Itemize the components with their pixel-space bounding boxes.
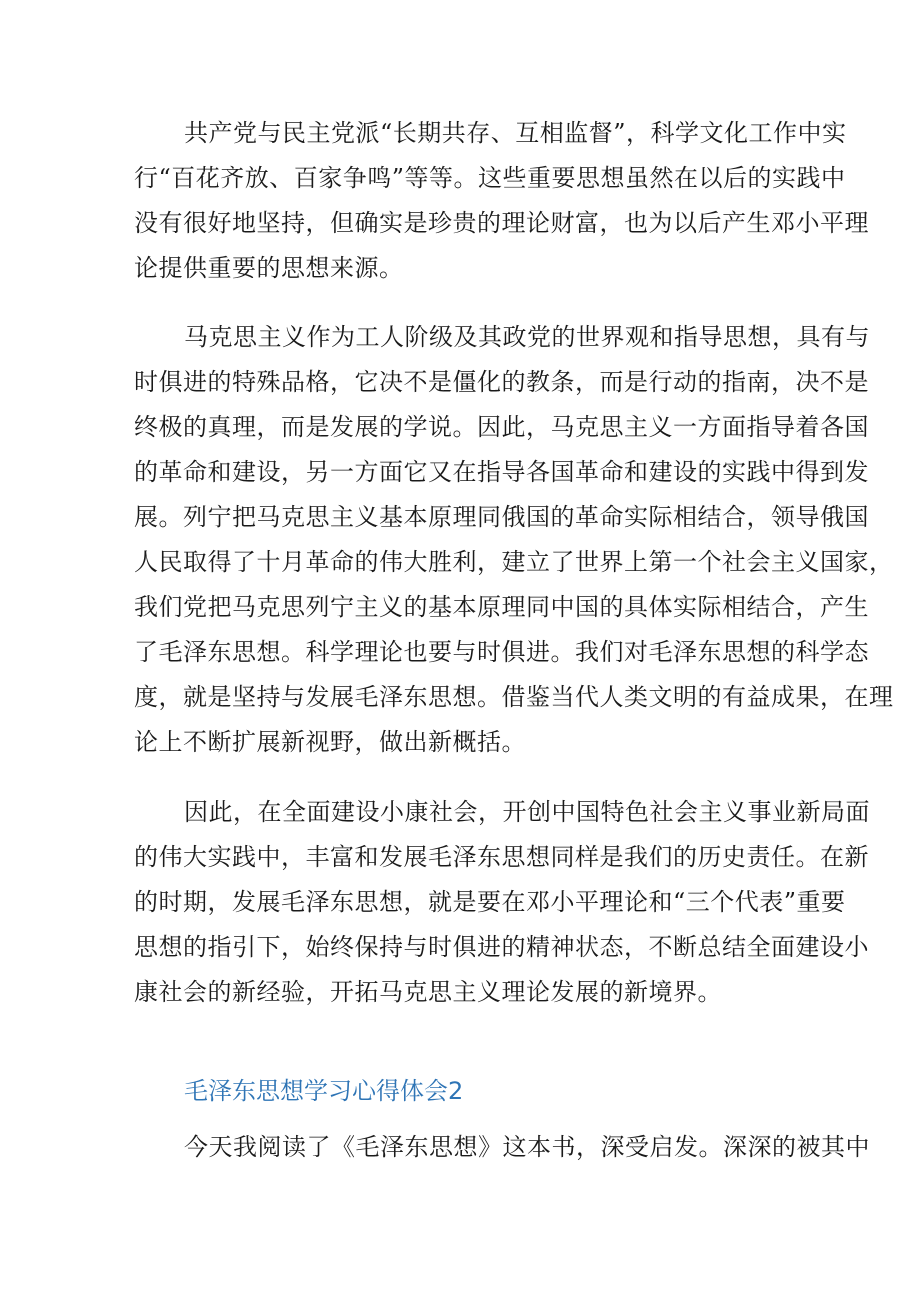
paragraph-2-line-7: 我们党把马克思列宁主义的基本原理同中国的具体实际相结合，产生 (134, 593, 869, 621)
paragraph-4-line-1: 今天我阅读了《毛泽东思想》这本书，深受启发。深深的被其中 (184, 1133, 870, 1161)
paragraph-2-line-4: 的革命和建设，另一方面它又在指导各国革命和建设的实践中得到发 (134, 458, 869, 486)
paragraph-1-line-1: 共产党与民主党派“长期共存、互相监督”，科学文化工作中实 (184, 119, 847, 147)
paragraph-2-line-5: 展。列宁把马克思主义基本原理同俄国的革命实际相结合，领导俄国 (134, 503, 869, 531)
paragraph-2-line-10: 论上不断扩展新视野，做出新概括。 (134, 728, 526, 756)
paragraph-3-line-1: 因此，在全面建设小康社会，开创中国特色社会主义事业新局面 (184, 798, 870, 826)
paragraph-2-line-6: 人民取得了十月革命的伟大胜利，建立了世界上第一个社会主义国家， (134, 548, 894, 576)
paragraph-3-line-5: 康社会的新经验，开拓马克思主义理论发展的新境界。 (134, 978, 722, 1006)
paragraph-3-line-3: 的时期，发展毛泽东思想，就是要在邓小平理论和“三个代表”重要 (134, 888, 846, 916)
paragraph-1-line-2: 行“百花齐放、百家争鸣”等等。这些重要思想虽然在以后的实践中 (134, 164, 846, 192)
paragraph-1-line-3: 没有很好地坚持，但确实是珍贵的理论财富，也为以后产生邓小平理 (134, 209, 869, 237)
paragraph-2-line-9: 度，就是坚持与发展毛泽东思想。借鉴当代人类文明的有益成果，在理 (134, 683, 894, 711)
paragraph-3-line-4: 思想的指引下，始终保持与时俱进的精神状态，不断总结全面建设小 (134, 933, 869, 961)
paragraph-2-line-1: 马克思主义作为工人阶级及其政党的世界观和指导思想，具有与 (184, 323, 870, 351)
paragraph-1-line-4: 论提供重要的思想来源。 (134, 254, 404, 282)
paragraph-2-line-8: 了毛泽东思想。科学理论也要与时俱进。我们对毛泽东思想的科学态 (134, 638, 869, 666)
paragraph-2-line-2: 时俱进的特殊品格，它决不是僵化的教条，而是行动的指南，决不是 (134, 368, 869, 396)
paragraph-3-line-2: 的伟大实践中，丰富和发展毛泽东思想同样是我们的历史责任。在新 (134, 843, 869, 871)
paragraph-2-line-3: 终极的真理，而是发展的学说。因此，马克思主义一方面指导着各国 (134, 413, 869, 441)
section-heading: 毛泽东思想学习心得体会2 (184, 1077, 464, 1105)
